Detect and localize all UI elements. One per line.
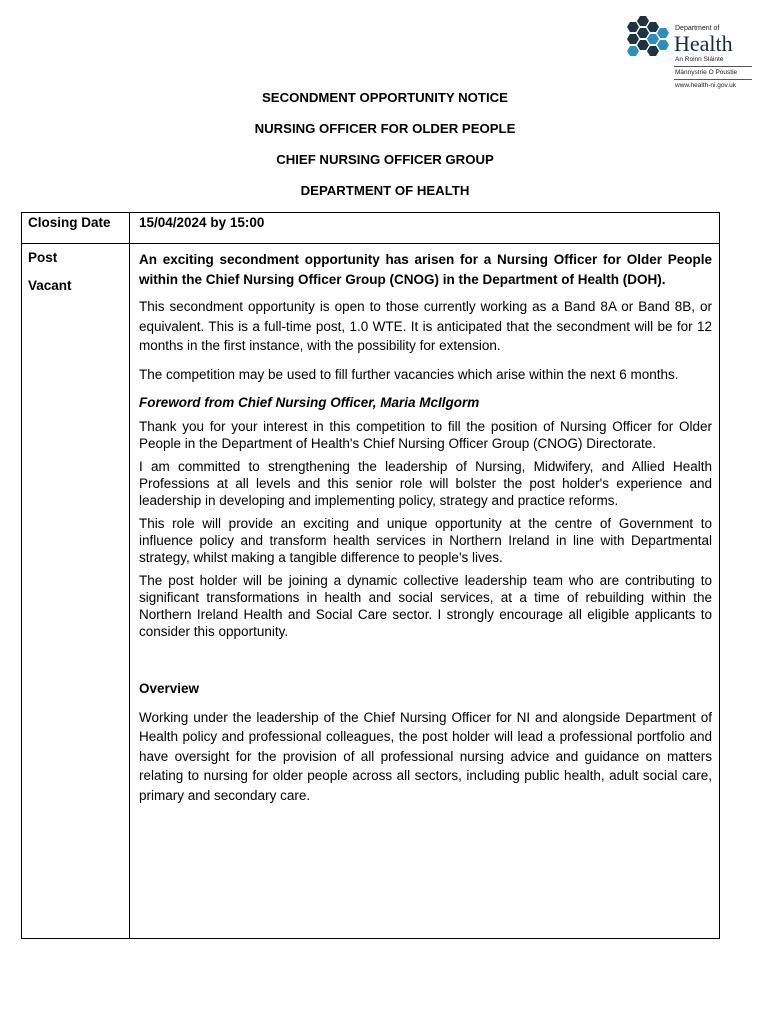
post-vacant-label: [22, 244, 130, 939]
overview-paragraph: Working under the leadership of the Chief Nursing Officer for NI and alongside Department of Health policy and professional colleagues, the post holder will lead a professional portfolio and have oversight for the provision of all professional nursing advice and guidance on matters relating to nursing for older people across all sectors, including public health, adult social care, primary and secondary care.: [139, 709, 712, 803]
competition-paragraph: The competition may be used to fill further vacancies which arise within the next 6 months.: [139, 366, 679, 382]
hexagon-cluster-icon: [626, 14, 670, 58]
closing-date-label: Closing Date: [22, 213, 130, 244]
foreword-paragraph: Thank you for your interest in this competition to fill the position of Nursing Officer for Older People in the Department of Health's Chief Nursing Officer Group (CNOG) Directorate.: [139, 418, 712, 451]
closing-date-value: 15/04/2024 by 15:00: [130, 213, 720, 244]
logo-divider: [674, 79, 752, 80]
department-title: DEPARTMENT OF HEALTH: [300, 183, 470, 198]
logo-dept-of-text: Department of: [675, 25, 720, 32]
vacant-label: Vacant: [28, 278, 72, 293]
group-title: CHIEF NURSING OFFICER GROUP: [276, 152, 494, 167]
foreword-heading: Foreword from Chief Nursing Officer, Maria McIlgorm: [139, 394, 480, 410]
foreword-paragraph: I am committed to strengthening the leadership of Nursing, Midwifery, and Allied Health Professions at all levels and this senior role will bolster the post holder's experience and leadership in developing and implementing policy, strategy and practice reforms.: [139, 458, 712, 508]
intro-paragraph: An exciting secondment opportunity has arisen for a Nursing Officer for Older People within the Chief Nursing Officer Group (CNOG) in the Department of Health (DOH).: [139, 252, 712, 287]
foreword-paragraph: The post holder will be joining a dynamic collective leadership team who are contributing to significant transformations in health and social services, at a time of rebuilding within the Northern Ireland Health and Social Care sector. I strongly encourage all eligible applicants to consider this opportunity.: [139, 572, 712, 639]
eligibility-paragraph: This secondment opportunity is open to those currently working as a Band 8A or Band 8B, or equivalent. This is a full-time post, 1.0 WTE. It is anticipated that the secondment will be for 12 months in the first instance, with the possibility for extension.: [139, 299, 712, 353]
logo-ulster-scots-text: Männystrie O Poustie: [675, 69, 738, 76]
notice-title: SECONDMENT OPPORTUNITY NOTICE: [262, 90, 508, 105]
post-title: NURSING OFFICER FOR OLDER PEOPLE: [254, 121, 516, 136]
post-description: [130, 244, 720, 939]
post-label: Post: [28, 250, 58, 265]
overview-heading: Overview: [139, 680, 200, 696]
details-table: [21, 212, 720, 939]
post-vacant-row: [22, 244, 720, 939]
foreword-paragraph: This role will provide an exciting and unique opportunity at the centre of Government to influence policy and transform health services in Northern Ireland in line with Departmental strategy, whilst making a tangible difference to people's lives.: [139, 515, 712, 565]
logo-divider: [674, 66, 752, 67]
logo-irish-text: An Roinn Sláinte: [675, 56, 724, 63]
logo-health-text: Health: [674, 31, 733, 56]
department-of-health-logo: [626, 12, 756, 88]
logo-url-text: www.health-ni.gov.uk: [675, 82, 736, 89]
closing-date-row: [22, 213, 720, 244]
